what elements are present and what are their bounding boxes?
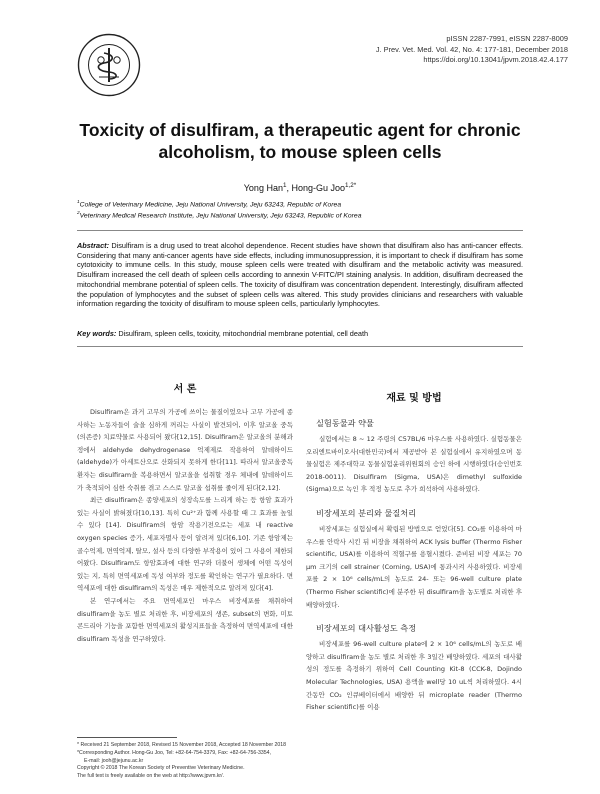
intro-paragraph-3: 본 연구에서는 주요 면역세포인 마우스 비장세포를 채취하여 disulfiram을 농도 별로 처리한 후, 비장세포의 생존, subset의 변화, 미토콘드리아 기능을 포함한 면역세포의 활성지표들을 측정하여 면역세포에 대한 disulfiram 독성을 연구하였다. (77, 596, 293, 643)
keywords-label: Key words: (77, 329, 117, 338)
intro-paragraph-2: 최근 disulfiram은 종양세포의 성장속도를 느리게 하는 등 항암 효과가 있는 사실이 밝혀졌다[10,13]. 특히 Cu²⁺과 함께 사용할 때 그 효과를 높일 수 있다 [14]. Disulfiram의 항암 작용기전으로는 세포 내 reactive oxygen species 증가, 세포자멸사 등이 알려져 있다[6,10]. 기존 항암제는 골수억제, 면역억제, 탈모, 설사 등의 다양한 부작용이 있어 그 사용이 제한되어왔다. Disulfiram도 항암효과에 대한 연구와 더불어 생체에 어떤 독성이 있는 지, 특히 면역세포에 독성 여부와 정도를 확인하는 연구가 필요하다. 면역세포에 대한 disulfiram의 독성은 매우 제한적으로 알려져 있다[4]. (77, 496, 293, 593)
footnote-received: * Received 21 September 2018, Revised 15 November 2018, Accepted 18 November 2018 (77, 742, 287, 748)
abstract-text: Disulfiram is a drug used to treat alcohol dependence. Recent studies have shown that disulfiram also has anti-cancer effects. Considering that many anti-cancer agents have side effects, including immunosuppression, it is important to check if disulfiram has some cytotoxicity to immune cells. In this study, mouse spleen cells were treated with disulfiram and the metabolic activity was measured. Disulfiram increased the cell death of spleen cells according to annexin V-FITC/PI staining analysis. In addition, disulfiram decreased the mitochondrial membrane potential of spleen cells. The toxicity of disulfiram was concentration dependent. Interestingly, disulfiram affected the population of lymphocytes and the subset of spleen cells was altered. This study provides clinicians and researchers with valuable information regarding the toxicity of disulfiram to mouse spleen cells, particularly lymphocytes. (77, 241, 523, 309)
section-heading-intro: 서 론 (173, 384, 197, 395)
journal-info (376, 34, 568, 66)
left-column (77, 380, 293, 645)
abstract-label: Abstract: (77, 241, 110, 250)
citation: J. Prev. Vet. Med. Vol. 42, No. 4: 177-181, December 2018 (375, 44, 568, 54)
footnote-access: The full text is freely available on the web at http://www.jpvm.kr/. (77, 773, 225, 780)
abstract (77, 241, 523, 309)
author-2-sup: 1,2* (345, 182, 357, 189)
divider-bottom (77, 346, 523, 347)
authors (0, 182, 600, 193)
subsection-title-metabolic: 비장세포의 대사활성도 측정 (316, 623, 417, 634)
subsection-body-isolation: 비장세포는 실험실에서 확립된 방법으로 얻었다[5]. CO₂를 이용하여 마우스를 안락사 시킨 뒤 비장을 채취하여 ACK lysis buffer (Thermo Fisher scientific, USA)를 이용하여 적혈구를 용혈시켰다. 준비된 비장 세포는 70 μm 크기의 cell strainer (Corning, USA)에 통과시켜 사용하였다. 비장세포를 2 × 10⁶ cells/mL의 농도로 24- 또는 96-well culture plate (Thermo Fisher scientific)에 분주한 뒤 disulfiram을 농도별로 처리한 후 배양하였다. (306, 524, 522, 609)
doi-link[interactable]: https://doi.org/10.13041/jpvm.2018.42.4.177 (423, 55, 568, 64)
author-1: Yong Han (243, 183, 283, 193)
footnote-copyright: Copyright © 2018 The Korean Society of Preventive Veterinary Medicine. (77, 765, 245, 772)
subsection-title-animals: 실험동물과 약물 (316, 418, 374, 428)
affiliation-1: $^1$College of Veterinary Medicine, Jeju National University, Jeju 63243, Republic of Korea (77, 200, 342, 209)
divider-top (77, 230, 523, 231)
subsection-body-animals: 실험에서는 8 ~ 12 주령의 C57BL/6 마우스를 사용하였다. 실험동물은 오리엔트바이오사(대한민국)에서 제공받아 본 실험실에서 유지하였으며 동물실험은 제주대학교 동물실험윤리위원회의 승인 하에 시행하였다(승인번호 2018-0011). Disulfiram (Sigma, USA)은 dimethyl sulfoxide (Sigma)으로 녹인 후 적정 농도로 추가 희석하여 사용하였다. (306, 435, 522, 494)
footnotes (77, 742, 293, 781)
section-heading-methods: 재료 및 방법 (386, 393, 442, 404)
intro-body (77, 406, 293, 645)
affiliation-2: $^2$Veterinary Medical Research Institute, Jeju National University, Jeju 63243, Republic of Korea (77, 210, 362, 220)
article-title: Toxicity of disulfiram, a therapeutic agent for chronic alcoholism, to mouse spleen cells (79, 120, 521, 162)
footnote-email[interactable]: E-mail: jooh@jejunu.ac.kr (84, 757, 144, 764)
footnote-corresponding: *Corresponding Author. Hong-Gu Joo, Tel: +82-64-754-3379, Fax: +82-64-756-3354, (77, 749, 271, 756)
subsection-title-isolation: 비장세포의 분리와 물질처리 (316, 507, 417, 518)
subsection-body-metabolic: 비장세포를 96-well culture plate에 2 × 10⁶ cells/mL의 농도로 배양하고 disulfiram을 농도 별로 처리한 후 3일간 배양하였다. 세포의 대사활성의 정도를 측정하기 위하여 Cell Counting Kit-8 (CCK-8, Dojindo Molecular Technologies, USA) 용액을 well당 10 uL씩 처리하였다. 4시간동안 CO₂ 인큐베이터에서 배양한 뒤 microplate reader (Thermo Fisher scientific)를 이용 (306, 640, 522, 712)
right-column (306, 389, 522, 714)
affiliations (77, 199, 362, 221)
author-separator: , (286, 183, 292, 193)
journal-logo (77, 33, 141, 97)
intro-paragraph-1: Disulfiram은 과거 고무의 가공에 쓰이는 물질이었으나 고무 가공에 종사하는 노동자들이 술을 심하게 꺼리는 사실이 발견되어, 이후 알코올 중독(의존증) 치료약물로 사용되어 왔다[12,15]. Disulfiram은 알코올의 분해과정에서 aldehyde dehydrogenase 억제제로 작용하여 알데하이드(aldehyde)가 아세트산으로 산화되지 못하게 한다[11]. 따라서 알코올중독환자는 disulfiram을 복용하면서 알코올을 섭취할 경우 체내에 알데하이드가 축적되어 심한 숙취를 겪고 스스로 알코올 섭취를 줄이게 된다[2,12]. (77, 408, 293, 492)
issn: pISSN 2287-7991, eISSN 2287-8009 (446, 34, 568, 43)
keywords-text: Disulfiram, spleen cells, toxicity, mitochondrial membrane potential, cell death (116, 329, 369, 338)
author-2: Hong-Gu Joo (291, 183, 346, 193)
keywords (77, 329, 523, 339)
footnote-rule (77, 737, 177, 738)
author-1-sup: 1 (282, 182, 287, 189)
